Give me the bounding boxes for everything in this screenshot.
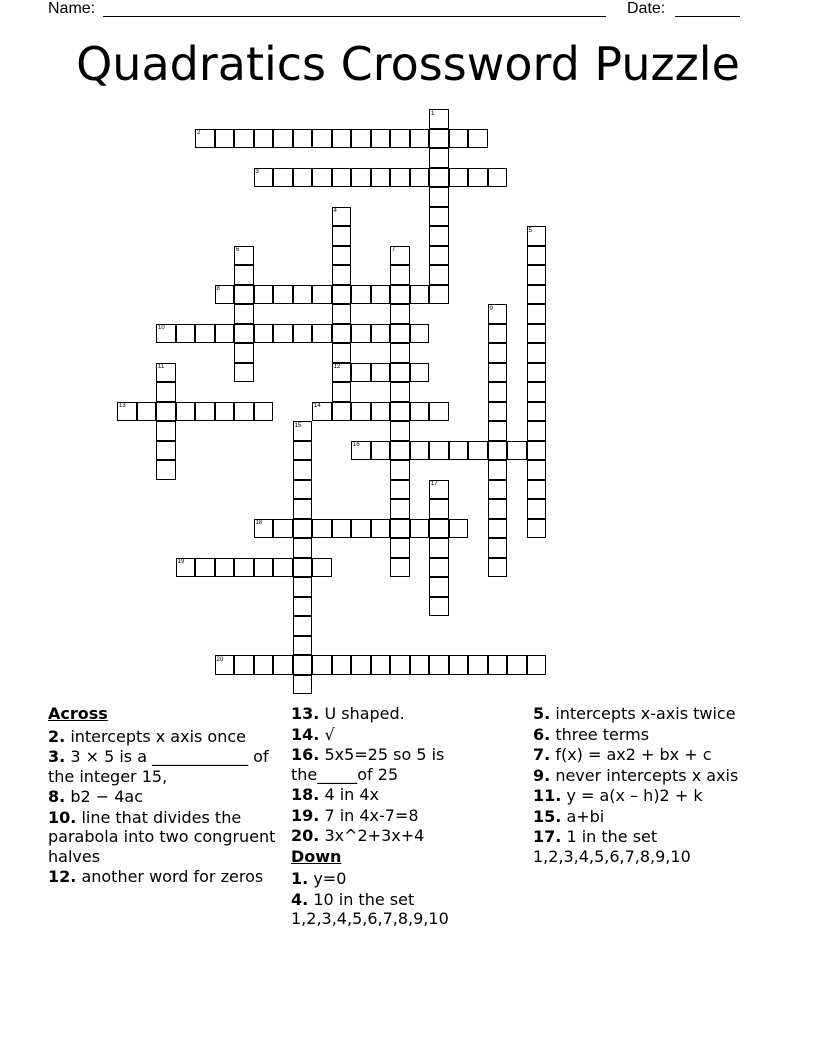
grid-cell[interactable] — [507, 655, 527, 675]
clue-down-9 — [533, 766, 763, 786]
grid-cell[interactable] — [117, 402, 137, 422]
grid-cell[interactable] — [332, 246, 352, 266]
grid-cell[interactable] — [429, 519, 449, 539]
grid-cell[interactable] — [332, 402, 352, 422]
clue-text: three terms — [555, 724, 650, 744]
clue-number: 8. — [48, 787, 66, 806]
clue-across-8 — [48, 787, 278, 807]
grid-cell[interactable] — [254, 168, 274, 188]
grid-cell[interactable] — [293, 285, 313, 305]
grid-number: 10 — [158, 325, 165, 331]
grid-cell[interactable] — [488, 460, 508, 480]
grid-cell[interactable] — [429, 226, 449, 246]
clue-text: f(x) = ax2 + bx + c — [555, 745, 712, 764]
grid-cell[interactable] — [468, 655, 488, 675]
grid-cell[interactable] — [234, 285, 254, 305]
clue-across-13 — [291, 704, 521, 724]
clue-number: 10. — [48, 807, 77, 827]
grid-cell[interactable] — [449, 655, 469, 675]
grid-cell[interactable] — [332, 324, 352, 344]
grid-cell[interactable] — [468, 129, 488, 149]
grid-number: 3 — [255, 169, 259, 175]
clue-column-1 — [48, 704, 278, 888]
grid-cell[interactable] — [156, 421, 176, 441]
grid-cell[interactable] — [527, 324, 547, 344]
name-input-line[interactable] — [103, 16, 606, 17]
clue-number: 9. — [533, 765, 551, 785]
grid-number: 7 — [392, 247, 396, 253]
grid-cell[interactable] — [215, 655, 235, 675]
grid-cell[interactable] — [410, 519, 430, 539]
grid-cell[interactable] — [273, 558, 293, 578]
grid-cell[interactable] — [527, 246, 547, 266]
grid-cell[interactable] — [390, 519, 410, 539]
grid-number: 6 — [236, 247, 240, 253]
grid-cell[interactable] — [371, 285, 391, 305]
grid-cell[interactable] — [312, 655, 332, 675]
grid-cell[interactable] — [371, 363, 391, 383]
grid-cell[interactable] — [390, 343, 410, 363]
clue-column-3 — [533, 704, 763, 867]
clue-number: 20. — [291, 826, 320, 845]
grid-cell[interactable] — [527, 363, 547, 383]
grid-cell[interactable] — [488, 421, 508, 441]
clue-number: 6. — [533, 724, 551, 744]
grid-number: 1 — [431, 110, 435, 117]
grid-cell[interactable] — [488, 655, 508, 675]
clue-across-16 — [291, 745, 521, 784]
grid-cell[interactable] — [195, 402, 215, 422]
clue-number: 12. — [48, 867, 77, 886]
grid-cell[interactable] — [429, 441, 449, 461]
grid-cell[interactable] — [293, 441, 313, 461]
grid-cell[interactable] — [429, 148, 449, 168]
grid-cell[interactable] — [429, 655, 449, 675]
grid-cell[interactable] — [429, 558, 449, 578]
grid-cell[interactable] — [293, 538, 313, 558]
grid-number: 17 — [431, 481, 438, 487]
grid-cell[interactable] — [429, 168, 449, 188]
grid-number: 13 — [119, 403, 126, 409]
clue-down-11 — [533, 786, 763, 806]
grid-cell[interactable] — [273, 129, 293, 149]
grid-cell[interactable] — [234, 655, 254, 675]
clue-text: y = a(x – h)2 + k — [566, 786, 703, 805]
clue-text: 7 in 4x-7=8 — [324, 805, 419, 825]
grid-cell[interactable] — [527, 460, 547, 480]
grid-cell[interactable] — [293, 168, 313, 188]
grid-cell[interactable] — [176, 558, 196, 578]
grid-cell[interactable] — [371, 402, 391, 422]
grid-cell[interactable] — [410, 129, 430, 149]
grid-cell[interactable] — [351, 441, 371, 461]
grid-cell[interactable] — [449, 129, 469, 149]
grid-cell[interactable] — [137, 402, 157, 422]
grid-cell[interactable] — [254, 402, 274, 422]
grid-cell[interactable] — [449, 519, 469, 539]
grid-cell[interactable] — [176, 324, 196, 344]
grid-cell[interactable] — [468, 441, 488, 461]
clue-down-6 — [533, 725, 763, 745]
date-input-line[interactable] — [675, 16, 740, 17]
clue-text: 1 in the set 1,2,3,4,5,6,7,8,9,10 — [533, 827, 691, 866]
grid-cell[interactable] — [390, 402, 410, 422]
grid-cell[interactable] — [371, 519, 391, 539]
down-heading: Down — [291, 846, 342, 866]
grid-cell[interactable] — [429, 577, 449, 597]
grid-cell[interactable] — [390, 421, 410, 441]
clue-across-19 — [291, 806, 521, 826]
grid-cell[interactable] — [312, 324, 332, 344]
grid-cell[interactable] — [332, 285, 352, 305]
clue-number: 3. — [48, 747, 66, 766]
grid-cell[interactable] — [371, 129, 391, 149]
grid-cell[interactable] — [527, 382, 547, 402]
clue-text: 3 × 5 is a ____________ of the integer 15, — [48, 747, 269, 786]
clue-number: 14. — [291, 724, 320, 744]
grid-cell[interactable] — [488, 499, 508, 519]
grid-cell[interactable] — [234, 343, 254, 363]
clue-number: 4. — [291, 889, 309, 909]
grid-cell[interactable] — [488, 558, 508, 578]
grid-cell[interactable] — [351, 363, 371, 383]
grid-cell[interactable] — [351, 519, 371, 539]
grid-cell[interactable] — [234, 558, 254, 578]
clue-text: b2 − 4ac — [70, 787, 144, 806]
grid-cell[interactable] — [156, 382, 176, 402]
grid-cell[interactable] — [390, 129, 410, 149]
grid-cell[interactable] — [332, 265, 352, 285]
clue-down-1 — [291, 869, 521, 889]
grid-cell[interactable] — [488, 538, 508, 558]
grid-cell[interactable] — [293, 558, 313, 578]
grid-cell[interactable] — [429, 187, 449, 207]
grid-cell[interactable] — [234, 402, 254, 422]
grid-cell[interactable] — [390, 460, 410, 480]
grid-cell[interactable] — [195, 129, 215, 149]
grid-number: 11 — [158, 364, 165, 370]
grid-cell[interactable] — [527, 226, 547, 246]
grid-cell[interactable] — [429, 265, 449, 285]
clue-down-15 — [533, 807, 763, 827]
grid-cell[interactable] — [215, 324, 235, 344]
clue-text: another word for zeros — [81, 867, 264, 886]
grid-cell[interactable] — [293, 129, 313, 149]
clue-number: 2. — [48, 726, 66, 746]
grid-number: 19 — [177, 559, 185, 565]
grid-cell[interactable] — [293, 675, 313, 695]
clue-text: y=0 — [313, 869, 347, 888]
clue-down-5 — [533, 704, 763, 724]
grid-cell[interactable] — [273, 285, 293, 305]
clue-number: 11. — [533, 786, 562, 805]
grid-cell[interactable] — [410, 363, 430, 383]
grid-cell[interactable] — [449, 441, 469, 461]
clue-across-20 — [291, 826, 521, 846]
grid-cell[interactable] — [527, 402, 547, 422]
grid-cell[interactable] — [488, 324, 508, 344]
clue-text: U shaped. — [324, 704, 405, 723]
grid-number: 18 — [255, 520, 263, 526]
clue-number: 18. — [291, 785, 320, 804]
grid-cell[interactable] — [449, 168, 469, 188]
grid-cell[interactable] — [351, 285, 371, 305]
grid-number: 4 — [333, 208, 337, 214]
grid-cell[interactable] — [429, 402, 449, 422]
grid-cell[interactable] — [488, 343, 508, 363]
grid-number: 5 — [528, 227, 532, 234]
clue-across-18 — [291, 785, 521, 805]
grid-cell[interactable] — [293, 597, 313, 617]
grid-number: 16 — [353, 442, 360, 448]
grid-cell[interactable] — [293, 519, 313, 539]
grid-cell[interactable] — [215, 558, 235, 578]
grid-cell[interactable] — [390, 363, 410, 383]
clue-number: 15. — [533, 806, 562, 826]
grid-cell[interactable] — [332, 226, 352, 246]
grid-cell[interactable] — [390, 324, 410, 344]
grid-cell[interactable] — [332, 304, 352, 324]
grid-cell[interactable] — [488, 402, 508, 422]
grid-cell[interactable] — [215, 402, 235, 422]
grid-cell[interactable] — [390, 480, 410, 500]
header — [0, 0, 816, 24]
grid-cell[interactable] — [507, 441, 527, 461]
grid-cell[interactable] — [371, 655, 391, 675]
grid-cell[interactable] — [390, 441, 410, 461]
grid-cell[interactable] — [293, 616, 313, 636]
grid-cell[interactable] — [234, 363, 254, 383]
grid-cell[interactable] — [254, 655, 274, 675]
grid-cell[interactable] — [156, 402, 176, 422]
grid-cell[interactable] — [254, 324, 274, 344]
grid-cell[interactable] — [273, 519, 293, 539]
clue-number: 5. — [533, 704, 551, 723]
grid-cell[interactable] — [215, 129, 235, 149]
grid-cell[interactable] — [332, 168, 352, 188]
grid-cell[interactable] — [488, 441, 508, 461]
clue-across-10 — [48, 808, 278, 867]
grid-cell[interactable] — [273, 324, 293, 344]
grid-cell[interactable] — [429, 480, 449, 500]
grid-cell[interactable] — [488, 363, 508, 383]
grid-cell[interactable] — [351, 655, 371, 675]
grid-cell[interactable] — [332, 382, 352, 402]
grid-cell[interactable] — [390, 558, 410, 578]
clue-down-4 — [291, 890, 521, 929]
grid-cell[interactable] — [156, 460, 176, 480]
grid-cell[interactable] — [488, 304, 508, 324]
grid-cell[interactable] — [390, 285, 410, 305]
grid-number: 8 — [216, 286, 220, 292]
grid-cell[interactable] — [410, 324, 430, 344]
grid-cell[interactable] — [312, 558, 332, 578]
grid-cell[interactable] — [390, 168, 410, 188]
grid-cell[interactable] — [312, 519, 332, 539]
grid-cell[interactable] — [351, 402, 371, 422]
page-title: Quadratics Crossword Puzzle — [76, 37, 740, 91]
grid-cell[interactable] — [332, 363, 352, 383]
grid-cell[interactable] — [332, 129, 352, 149]
grid-cell[interactable] — [293, 499, 313, 519]
grid-cell[interactable] — [312, 402, 332, 422]
grid-cell[interactable] — [234, 304, 254, 324]
clue-across-14 — [291, 725, 521, 745]
grid-cell[interactable] — [527, 265, 547, 285]
grid-cell[interactable] — [527, 285, 547, 305]
grid-cell[interactable] — [527, 655, 547, 675]
grid-cell[interactable] — [429, 538, 449, 558]
grid-cell[interactable] — [332, 207, 352, 227]
grid-cell[interactable] — [527, 499, 547, 519]
grid-cell[interactable] — [195, 558, 215, 578]
grid-cell[interactable] — [332, 343, 352, 363]
clue-down-7 — [533, 745, 763, 765]
grid-cell[interactable] — [527, 343, 547, 363]
grid-cell[interactable] — [410, 285, 430, 305]
grid-cell[interactable] — [293, 480, 313, 500]
clue-number: 7. — [533, 745, 551, 764]
name-label: Name: — [48, 0, 96, 17]
grid-cell[interactable] — [429, 285, 449, 305]
grid-cell[interactable] — [254, 558, 274, 578]
across-heading: Across — [48, 704, 108, 723]
grid-cell[interactable] — [156, 324, 176, 344]
grid-cell[interactable] — [410, 168, 430, 188]
grid-cell[interactable] — [156, 441, 176, 461]
grid-cell[interactable] — [371, 168, 391, 188]
grid-cell[interactable] — [429, 207, 449, 227]
grid-cell[interactable] — [429, 597, 449, 617]
grid-cell[interactable] — [254, 129, 274, 149]
clue-text: intercepts x axis once — [70, 726, 246, 746]
grid-cell[interactable] — [429, 129, 449, 149]
grid-cell[interactable] — [293, 655, 313, 675]
clue-number: 19. — [291, 805, 320, 825]
grid-cell[interactable] — [293, 421, 313, 441]
grid-number: 15 — [294, 422, 302, 429]
grid-cell[interactable] — [234, 265, 254, 285]
grid-cell[interactable] — [488, 480, 508, 500]
clue-across-3 — [48, 747, 278, 786]
grid-cell[interactable] — [390, 382, 410, 402]
grid-cell[interactable] — [293, 460, 313, 480]
date-label: Date: — [627, 0, 666, 17]
clue-text: a+bi — [566, 806, 605, 826]
clue-text: never intercepts x axis — [555, 765, 739, 785]
grid-number: 2 — [197, 130, 201, 136]
grid-cell[interactable] — [390, 499, 410, 519]
grid-cell[interactable] — [234, 246, 254, 266]
grid-cell[interactable] — [390, 304, 410, 324]
grid-cell[interactable] — [429, 499, 449, 519]
clue-number: 1. — [291, 869, 309, 888]
clue-number: 16. — [291, 745, 320, 764]
grid-number: 12 — [333, 364, 341, 370]
grid-cell[interactable] — [351, 168, 371, 188]
grid-cell[interactable] — [312, 129, 332, 149]
grid-cell[interactable] — [468, 168, 488, 188]
grid-number: 14 — [314, 403, 321, 409]
grid-cell[interactable] — [488, 168, 508, 188]
grid-cell[interactable] — [371, 324, 391, 344]
clue-text: intercepts x-axis twice — [555, 704, 736, 723]
grid-cell[interactable] — [371, 441, 391, 461]
grid-cell[interactable] — [351, 129, 371, 149]
grid-number: 20 — [216, 656, 224, 663]
grid-cell[interactable] — [390, 246, 410, 266]
grid-cell[interactable] — [527, 441, 547, 461]
grid-number: 9 — [489, 305, 493, 312]
grid-cell[interactable] — [312, 285, 332, 305]
grid-cell[interactable] — [176, 402, 196, 422]
grid-cell[interactable] — [273, 655, 293, 675]
clue-text: 3x^2+3x+4 — [324, 826, 425, 845]
grid-cell[interactable] — [351, 324, 371, 344]
grid-cell[interactable] — [312, 168, 332, 188]
clue-column-2 — [291, 704, 521, 930]
grid-cell[interactable] — [429, 246, 449, 266]
clue-text: line that divides the parabola into two congruent halves — [48, 807, 276, 866]
grid-cell[interactable] — [293, 636, 313, 656]
clue-down-17 — [533, 827, 763, 866]
grid-cell[interactable] — [234, 324, 254, 344]
grid-cell[interactable] — [195, 324, 215, 344]
grid-cell[interactable] — [293, 324, 313, 344]
clue-text: 10 in the set 1,2,3,4,5,6,7,8,9,10 — [291, 889, 449, 928]
grid-cell[interactable] — [390, 265, 410, 285]
grid-cell[interactable] — [429, 109, 449, 129]
grid-cell[interactable] — [156, 363, 176, 383]
clue-across-12 — [48, 867, 278, 887]
clue-number: 13. — [291, 704, 320, 723]
grid-cell[interactable] — [527, 421, 547, 441]
grid-cell[interactable] — [254, 285, 274, 305]
grid-cell[interactable] — [390, 655, 410, 675]
grid-cell[interactable] — [410, 402, 430, 422]
grid-cell[interactable] — [527, 480, 547, 500]
clue-text: 5x5=25 so 5 is the_____of 25 — [291, 745, 445, 784]
grid-cell[interactable] — [488, 382, 508, 402]
grid-cell[interactable] — [293, 577, 313, 597]
grid-cell[interactable] — [410, 655, 430, 675]
clue-text: 4 in 4x — [324, 785, 380, 804]
grid-cell[interactable] — [488, 519, 508, 539]
grid-cell[interactable] — [234, 129, 254, 149]
grid-cell[interactable] — [215, 285, 235, 305]
grid-cell[interactable] — [332, 519, 352, 539]
grid-cell[interactable] — [254, 519, 274, 539]
grid-cell[interactable] — [527, 304, 547, 324]
clue-text: √ — [324, 724, 335, 744]
clue-number: 17. — [533, 827, 562, 846]
grid-cell[interactable] — [390, 538, 410, 558]
grid-cell[interactable] — [527, 519, 547, 539]
grid-cell[interactable] — [332, 655, 352, 675]
grid-cell[interactable] — [273, 168, 293, 188]
grid-cell[interactable] — [410, 441, 430, 461]
clue-across-2 — [48, 727, 278, 747]
